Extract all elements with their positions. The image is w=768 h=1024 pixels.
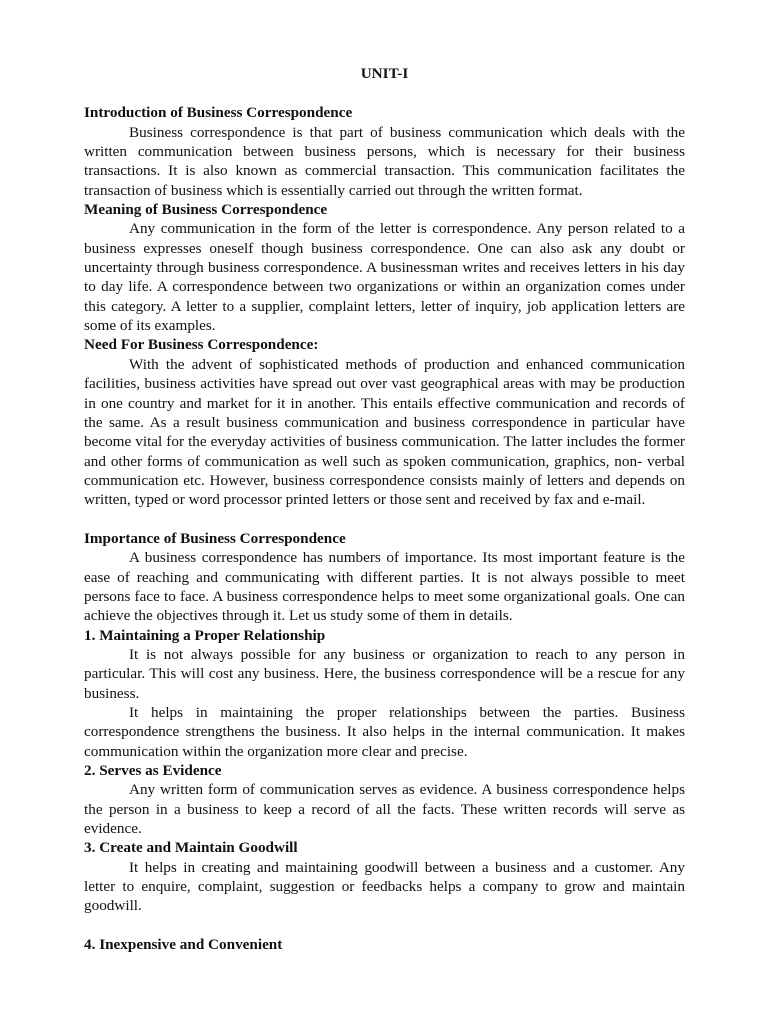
- blank-line: [84, 916, 685, 935]
- heading-meaning: Meaning of Business Correspondence: [84, 201, 328, 219]
- heading-goodwill: 3. Create and Maintain Goodwill: [84, 839, 298, 857]
- paragraph-meaning: Any communication in the form of the letter is correspondence. Any person related to a business expresses oneself though business correspondence. One can also ask any doubt or uncertainty through business correspondence. A businessman writes and receives letters in his day to day life. A correspondence between two organizations or within an organization comes under this category. A letter to a supplier, complaint letters, letter of inquiry, job application letters are some of its examples.: [84, 220, 685, 335]
- heading-inexpensive: 4. Inexpensive and Convenient: [84, 936, 283, 954]
- paragraph-introduction: Business correspondence is that part of business communication which deals with the written communication between business persons, which is necessary for their business transactions. It is also known as commercial transaction. This communication facilitates the transaction of business which is essentially carried out through the written format.: [84, 123, 685, 199]
- blank-line: [84, 510, 685, 529]
- heading-importance: Importance of Business Correspondence: [84, 529, 346, 547]
- paragraph-relationship-2: It helps in maintaining the proper relationships between the parties. Business correspondence strengthens the business. It also helps in the internal communication. It makes communication within the organization more clear and precise.: [84, 704, 685, 760]
- document-page: [84, 64, 685, 954]
- heading-relationship: 1. Maintaining a Proper Relationship: [84, 626, 326, 644]
- paragraph-goodwill: It helps in creating and maintaining goodwill between a business and a customer. Any letter to enquire, complaint, suggestion or feedbacks helps a company to grow and maintain goodwill.: [84, 858, 685, 915]
- paragraph-evidence: Any written form of communication serves as evidence. A business correspondence helps the person in a business to keep a record of all the facts. These written records will serve as evidence.: [84, 781, 685, 838]
- heading-introduction: Introduction of Business Correspondence: [84, 104, 353, 122]
- paragraph-need: With the advent of sophisticated methods of production and enhanced communication facilities, business activities have spread out over vast geographical areas with may be production in one country and market for it in another. This entails effective communication and records of the same. As a result business communication and business correspondence in particular have become vital for the everyday activities of business communication. The latter includes the former and other forms of communication as well such as spoken communication, graphics, non- verbal communication etc. However, business correspondence consists mainly of letters and depends on written, typed or word processor printed letters or those sent and received by fax and e-mail.: [84, 355, 685, 509]
- unit-title: UNIT-I: [360, 65, 409, 82]
- heading-need: Need For Business Correspondence:: [84, 336, 319, 354]
- paragraph-relationship-1: It is not always possible for any business or organization to reach to any person in particular. This will cost any business. Here, the business correspondence will be a rescue for any business.: [84, 645, 685, 702]
- paragraph-importance: A business correspondence has numbers of importance. Its most important feature is the ease of reaching and communicating with different parties. It is not always possible to meet persons face to face. A business correspondence helps to meet some organizational goals. One can achieve the objectives through it. Let us study some of them in details.: [84, 549, 685, 625]
- heading-evidence: 2. Serves as Evidence: [84, 762, 222, 780]
